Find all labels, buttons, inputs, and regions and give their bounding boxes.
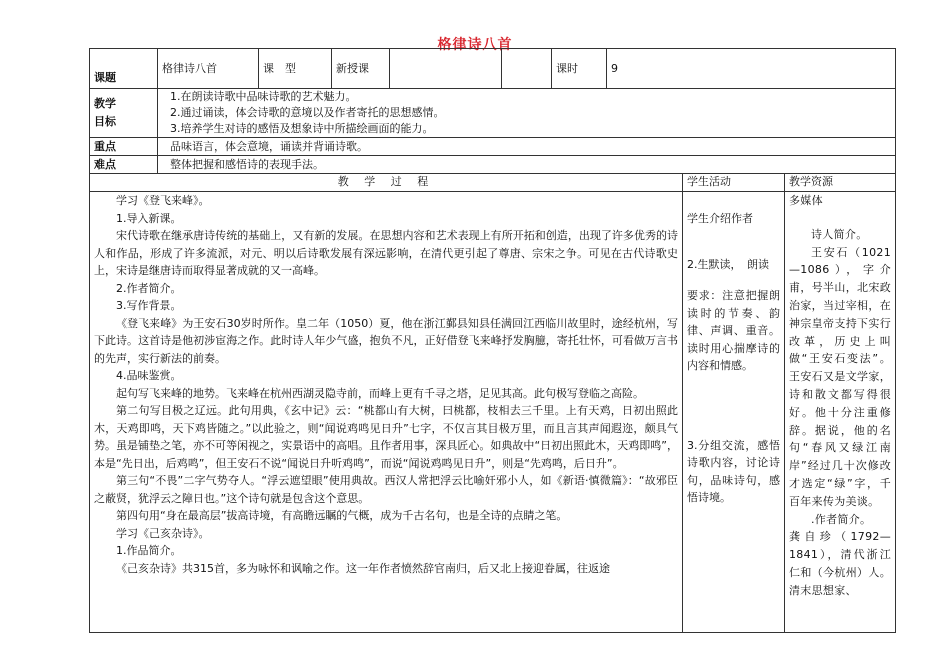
objective-item: 2.通过诵读，体会诗歌的意境以及作者寄托的思想感情。 bbox=[170, 106, 445, 119]
activity-column-header: 学生活动 bbox=[683, 174, 785, 192]
course-label: 课题 bbox=[90, 49, 158, 89]
objectives-row bbox=[90, 89, 896, 138]
type-label: 课 型 bbox=[259, 49, 332, 89]
difficulties-text: 整体把握和感悟诗的表现手法。 bbox=[158, 156, 896, 174]
activity-item: 3.分组交流，感悟诗歌内容，讨论诗句，品味诗句，感悟诗境。 bbox=[687, 438, 780, 504]
key-points-row bbox=[90, 138, 896, 156]
process-paragraph: 《登飞来峰》为王安石30岁时所作。皇二年（1050）夏，他在浙江鄞县知县任满回江西临川故里时，途经杭州，写下此诗。这首诗是他初涉宦海之作。此时诗人年少气盛，抱负不凡，正好借登飞来峰抒发胸臆，寄托壮怀，可看做万言书的先声，实行新法的前奏。 bbox=[94, 316, 678, 365]
resource-item: 王安石（1021—1086），字介甫，号半山，北宋政治家，当过宰相，在神宗皇帝支持下实行改革，历史上叫做“王安石变法”。王安石又是文学家，诗和散文都写得很好。他十分注重修辞。据说，他的名句“春风又绿江南岸”经过几十次修改才选定“绿”字，千百年来传为美谈。 bbox=[789, 245, 892, 508]
process-paragraph: 第三句“不畏”二字气势夺人。“浮云遮望眼”使用典故。西汉人常把浮云比喻奸邪小人，如《新语·慎微篇》：“故邪臣之蔽贤，犹浮云之障日也。”这个诗句就是包含这个意思。 bbox=[94, 474, 678, 505]
activity-item: 要求：注意把握朗读时的节奏、韵律、声调、重音。读时用心揣摩诗的内容和情感。 bbox=[687, 289, 780, 372]
resource-item: 多媒体 bbox=[789, 194, 823, 207]
process-paragraph: 2.作者简介。 bbox=[116, 281, 182, 295]
objectives-list bbox=[158, 89, 896, 138]
empty-cell bbox=[390, 49, 502, 89]
process-paragraph: 第四句用“身在最高层”拔高诗境，有高瞻远瞩的气概，成为千古名句，也是全诗的点睛之笔。 bbox=[116, 509, 568, 522]
resources-content bbox=[785, 192, 896, 633]
objectives-label: 教学 目标 bbox=[90, 89, 158, 138]
difficulties-row bbox=[90, 156, 896, 174]
column-header-row bbox=[90, 174, 896, 192]
process-paragraph: 第二句写目极之辽远。此句用典，《玄中记》云：“桃都山有大树，曰桃都，枝相去三千里。上有天鸡，日初出照此木，天鸡即鸣，天下鸡皆随之。”以此验之，则“闻说鸡鸣见日升”七字，不仅言其目极万里，而且言其声闻遐迩，颇具气势。虽是铺垫之笔，亦不可等闲视之，实景语中的高唱。且作者用事，深具匠心。如典故中“日初出照此木，天鸡即鸣”，本是“先日出，后鸡鸣”，但王安石不说“闻说日升听鸡鸣”，而说“闻说鸡鸣见日升”，则是“先鸡鸣，后日升”。 bbox=[94, 404, 678, 470]
process-paragraph: 起句写飞来峰的地势。飞来峰在杭州西湖灵隐寺前，而峰上更有千寻之塔，足见其高。此句极写登临之高险。 bbox=[116, 386, 644, 400]
process-paragraph: 《己亥杂诗》共315首，多为咏怀和讽喻之作。这一年作者愤然辞官南归，后又北上接迎眷属，往返途 bbox=[116, 561, 610, 575]
process-paragraph: 宋代诗歌在继承唐诗传统的基础上，又有新的发展。在思想内容和艺术表现上有所开拓和创造，出现了许多优秀的诗人和作品，形成了许多流派，对元、明以后诗歌发展有深远影响，在清代更引起了尊唐、宗宋之争。可见在古代诗歌史上，宋诗是继唐诗而取得显著成就的又一高峰。 bbox=[94, 229, 678, 277]
activity-content bbox=[683, 192, 785, 633]
process-paragraph: 学习《登飞来峰》。 bbox=[116, 194, 210, 207]
resource-item: 诗人简介。 bbox=[811, 227, 868, 241]
course-value: 格律诗八首 bbox=[158, 49, 259, 89]
hours-label: 课时 bbox=[552, 49, 607, 89]
lesson-plan-table bbox=[89, 48, 896, 633]
hours-value: 9 bbox=[607, 49, 896, 89]
key-points-text: 品味语言，体会意境，诵读并背诵诗歌。 bbox=[158, 138, 896, 156]
process-paragraph: 1.作品简介。 bbox=[116, 544, 182, 557]
header-row bbox=[90, 49, 896, 89]
process-paragraph: 学习《己亥杂诗》。 bbox=[116, 526, 210, 540]
objective-item: 3.培养学生对诗的感悟及想象诗中所描绘画面的能力。 bbox=[170, 122, 434, 135]
page-title: 格律诗八首 bbox=[437, 37, 513, 53]
activity-item: 学生介绍作者 bbox=[687, 212, 753, 225]
objective-item: 1.在朗读诗歌中品味诗歌的艺术魅力。 bbox=[170, 90, 357, 103]
process-paragraph: 4.品味鉴赏。 bbox=[116, 369, 182, 382]
key-points-label: 重点 bbox=[90, 138, 158, 156]
resource-item: 龚自珍（1792—1841），清代浙江仁和（今杭州）人。清末思想家、 bbox=[789, 530, 892, 597]
difficulties-label: 难点 bbox=[90, 156, 158, 174]
empty-cell bbox=[502, 49, 552, 89]
process-paragraph: 3.写作背景。 bbox=[116, 299, 182, 312]
process-content bbox=[90, 192, 683, 633]
activity-item: 2.生默读， 朗读 bbox=[687, 257, 769, 271]
type-value: 新授课 bbox=[332, 49, 390, 89]
content-row bbox=[90, 192, 896, 633]
process-paragraph: 1.导入新课。 bbox=[116, 211, 182, 225]
process-column-header: 教 学 过 程 bbox=[90, 174, 683, 192]
resources-column-header: 教学资源 bbox=[785, 174, 896, 192]
resource-item: .作者简介。 bbox=[811, 512, 872, 526]
